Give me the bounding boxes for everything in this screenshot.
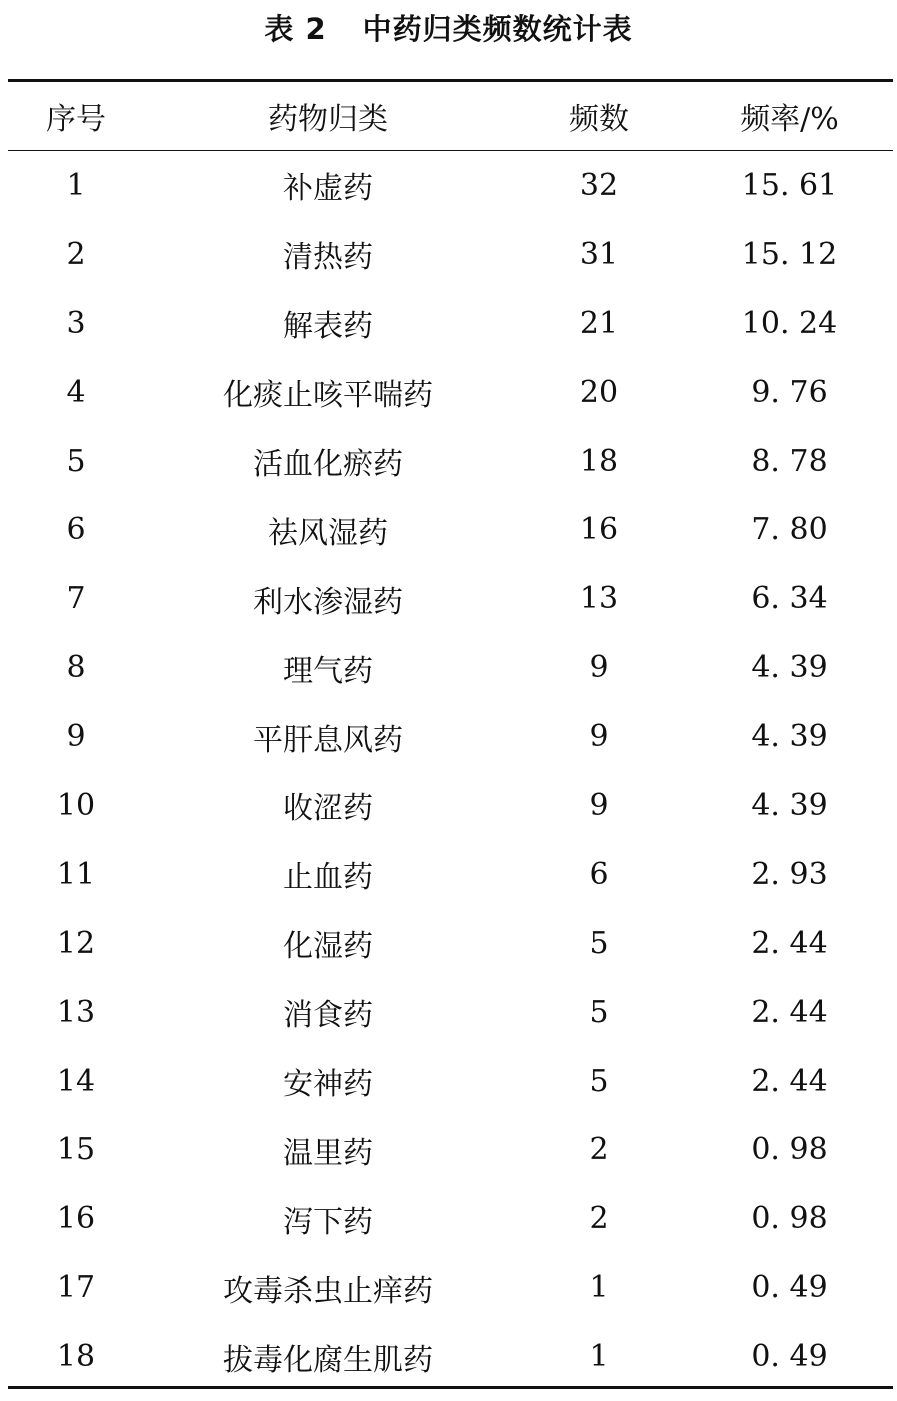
table-row (8, 978, 893, 1047)
table-row (8, 771, 893, 840)
serial-cell: 10 (56, 787, 96, 823)
frequency-cell: 13 (579, 581, 619, 617)
rate-cell: 4. 39 (751, 650, 828, 686)
table-row (8, 358, 893, 427)
frequency-cell: 9 (589, 650, 609, 686)
header-frequency: 频数 (569, 102, 629, 137)
rate-cell: 0. 49 (751, 1339, 828, 1375)
category-cell: 补虚药 (283, 171, 373, 207)
rate-cell: 6. 34 (751, 581, 828, 617)
serial-cell: 17 (56, 1270, 96, 1306)
table-row (8, 151, 893, 220)
serial-cell: 15 (56, 1132, 96, 1168)
table-body (8, 151, 893, 1391)
header-row (8, 82, 893, 150)
category-cell: 收涩药 (283, 791, 373, 827)
table-row (8, 1322, 893, 1391)
category-cell: 止血药 (283, 860, 373, 896)
rate-cell: 15. 61 (741, 167, 838, 203)
frequency-cell: 20 (579, 374, 619, 410)
serial-cell: 6 (66, 512, 86, 548)
category-cell: 温里药 (283, 1135, 373, 1171)
table-row (8, 1184, 893, 1253)
rate-cell: 10. 24 (741, 305, 838, 341)
serial-cell: 3 (66, 305, 86, 341)
table-row (8, 1047, 893, 1116)
rate-cell: 15. 12 (741, 236, 838, 272)
table-row (8, 1115, 893, 1184)
serial-cell: 11 (56, 856, 96, 892)
serial-cell: 8 (66, 650, 86, 686)
category-cell: 利水渗湿药 (253, 584, 403, 620)
category-cell: 拔毒化腐生肌药 (223, 1342, 433, 1378)
category-cell: 理气药 (283, 653, 373, 689)
frequency-cell: 18 (579, 443, 619, 479)
table-row (8, 702, 893, 771)
frequency-cell: 5 (589, 994, 609, 1030)
header-serial: 序号 (46, 102, 106, 137)
bottom-rule (8, 1386, 893, 1389)
serial-cell: 18 (56, 1339, 96, 1375)
table-row (8, 564, 893, 633)
table-row (8, 840, 893, 909)
rate-cell: 9. 76 (751, 374, 828, 410)
table-row (8, 495, 893, 564)
header-category: 药物归类 (268, 102, 388, 137)
serial-cell: 2 (66, 236, 86, 272)
table-row (8, 1253, 893, 1322)
frequency-cell: 5 (589, 1063, 609, 1099)
table-title: 中药归类频数统计表 (362, 11, 633, 46)
frequency-cell: 32 (579, 167, 619, 203)
rate-cell: 4. 39 (751, 787, 828, 823)
rate-cell: 2. 44 (751, 925, 828, 961)
serial-cell: 12 (56, 925, 96, 961)
rate-cell: 8. 78 (751, 443, 828, 479)
rate-cell: 2. 44 (751, 994, 828, 1030)
category-cell: 活血化瘀药 (253, 447, 403, 482)
frequency-cell: 16 (579, 512, 619, 548)
table-header (8, 82, 893, 150)
category-cell: 平肝息风药 (253, 722, 403, 758)
frequency-cell: 5 (589, 925, 609, 961)
category-cell: 祛风湿药 (268, 515, 388, 551)
frequency-cell: 31 (579, 236, 619, 272)
header-rate: 频率/% (740, 102, 839, 137)
rate-cell: 0. 98 (751, 1132, 828, 1168)
rate-cell: 2. 44 (751, 1063, 828, 1099)
frequency-cell: 9 (589, 787, 609, 823)
rate-cell: 2. 93 (751, 856, 828, 892)
frequency-cell: 6 (589, 856, 609, 892)
category-cell: 攻毒杀虫止痒药 (223, 1273, 433, 1309)
table-number: 表 2 (264, 11, 327, 46)
category-cell: 化痰止咳平喘药 (223, 378, 433, 414)
serial-cell: 16 (56, 1201, 96, 1237)
category-cell: 消食药 (283, 998, 373, 1034)
table-row (8, 633, 893, 702)
frequency-cell: 2 (589, 1132, 609, 1168)
serial-cell: 5 (66, 443, 86, 479)
category-cell: 解表药 (283, 309, 373, 345)
table-row (8, 909, 893, 978)
serial-cell: 4 (66, 374, 86, 410)
table-caption (0, 4, 897, 50)
category-cell: 安神药 (283, 1067, 373, 1103)
table-row (8, 220, 893, 289)
rate-cell: 7. 80 (751, 512, 828, 548)
frequency-cell: 21 (579, 305, 619, 341)
table-row (8, 289, 893, 358)
rate-cell: 0. 98 (751, 1201, 828, 1237)
frequency-cell: 2 (589, 1201, 609, 1237)
serial-cell: 7 (66, 581, 86, 617)
table-row (8, 427, 893, 496)
rate-cell: 0. 49 (751, 1270, 828, 1306)
frequency-cell: 9 (589, 719, 609, 755)
serial-cell: 14 (56, 1063, 96, 1099)
serial-cell: 13 (56, 994, 96, 1030)
frequency-cell: 1 (589, 1339, 609, 1375)
category-cell: 泻下药 (283, 1204, 373, 1240)
category-cell: 清热药 (283, 240, 373, 276)
serial-cell: 9 (66, 719, 86, 755)
serial-cell: 1 (66, 167, 86, 203)
category-cell: 化湿药 (283, 929, 373, 965)
frequency-cell: 1 (589, 1270, 609, 1306)
rate-cell: 4. 39 (751, 719, 828, 755)
